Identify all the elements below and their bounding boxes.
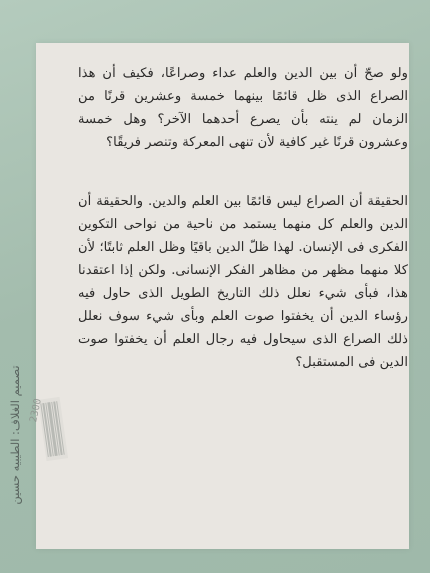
cover-design-credit: تصميم الغلاف: الطيبيه حسين bbox=[8, 365, 22, 505]
price-sticker: 2300 bbox=[28, 397, 44, 424]
blurb-paragraph-2: الحقيقة أن الصراع ليس قائمًا بين العلم والدين. والحقيقة أن الدين والعلم كل منهما يستمد من ناحية من نواحى التكوين الفكرى فى الإنسان. لهذا ظلّ الدين باقيًا وظل العلم ثابتًا؛ لأن كلا منهما مظهر من مظاهر الفكر الإنسانى. ولكن إذا اعتقدنا هذا، فبأى شيء نعلل ذلك التاريخ الطويل الذى حاول فيه رؤساء الدين أن يخفتوا صوت العلم وبأى شيء سوف نعلل ذلك الصراع الذى سيحاول فيه رجال العلم أن يخفتوا صوت الدين فى المستقبل؟ bbox=[78, 194, 408, 370]
blurb-paragraph-1: ولو صحّ أن بين الدين والعلم عداء وصراعًا، فكيف أن هذا الصراع الذى ظل قائمًا بينهما خمسة وعشرين قرنًا من الزمان لم ينته بأن يصرع أحدهما الآخر؟ وهل خمسة وعشرون قرنًا غير كافية لأن تنهى المعركة وتنصر فريقًا؟ bbox=[78, 66, 408, 150]
